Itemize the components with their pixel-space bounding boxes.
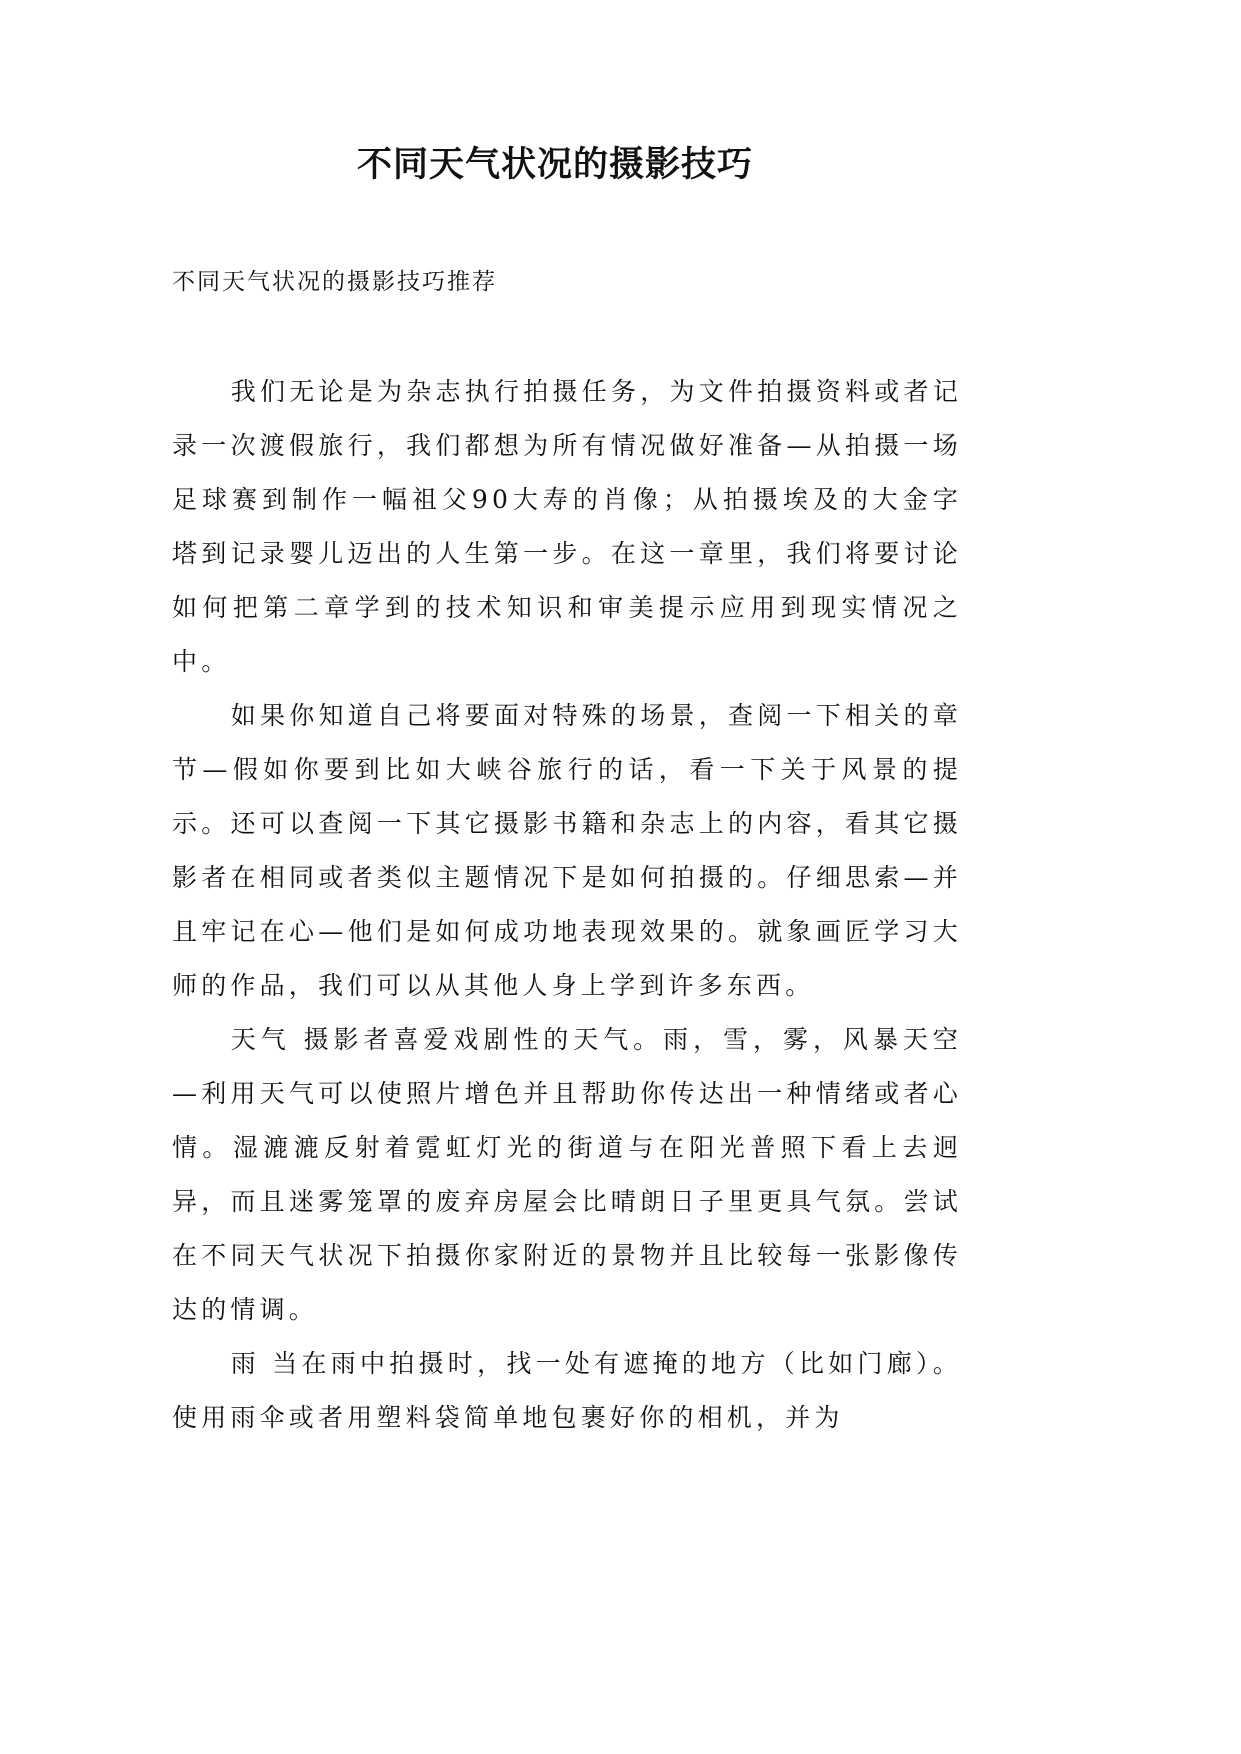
document-title: 不同天气状况的摄影技巧: [356, 145, 753, 185]
body-paragraph: 天气 摄影者喜爱戏剧性的天气。雨，雪，雾，风暴天空—利用天气可以使照片增色并且帮助你传达出一种情绪或者心情。湿漉漉反射着霓虹灯光的街道与在阳光普照下看上去迥异，而且迷雾笼罩的废弃房屋会比晴朗日子里更具气氛。尝试在不同天气状况下拍摄你家附近的景物并且比较每一张影像传达的情调。: [172, 1025, 962, 1324]
body-paragraph: 雨 当在雨中拍摄时，找一处有遮掩的地方（比如门廊）。使用雨伞或者用塑料袋简单地包裹好你的相机，并为: [172, 1349, 962, 1432]
body-paragraph: 如果你知道自己将要面对特殊的场景，查阅一下相关的章节—假如你要到比如大峡谷旅行的话，看一下关于风景的提示。还可以查阅一下其它摄影书籍和杂志上的内容，看其它摄影者在相同或者类似主题情况下是如何拍摄的。仔细思索—并且牢记在心—他们是如何成功地表现效果的。就象画匠学习大师的作品，我们可以从其他人身上学到许多东西。: [172, 701, 962, 1000]
document-subtitle: 不同天气状况的摄影技巧推荐: [172, 269, 497, 295]
document-body: [172, 365, 962, 1445]
body-paragraph: 我们无论是为杂志执行拍摄任务，为文件拍摄资料或者记录一次渡假旅行，我们都想为所有情况做好准备—从拍摄一场足球赛到制作一幅祖父90大寿的肖像；从拍摄埃及的大金字塔到记录婴儿迈出的人生第一步。在这一章里，我们将要讨论如何把第二章学到的技术知识和审美提示应用到现实情况之中。: [172, 377, 962, 676]
